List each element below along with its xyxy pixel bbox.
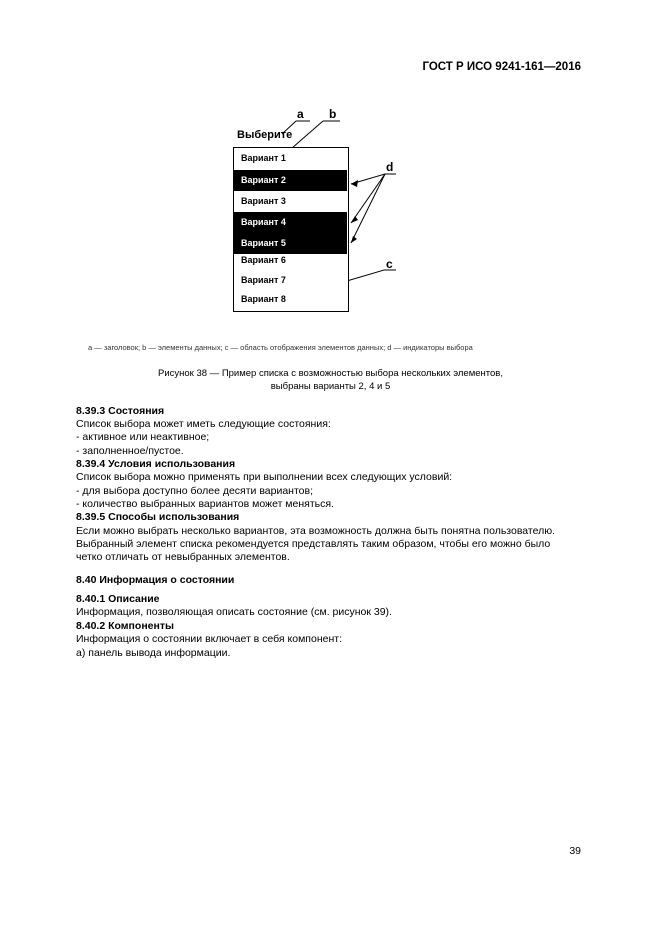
paragraph: Список выбора может иметь следующие состояния: bbox=[76, 418, 331, 430]
list-item-selected[interactable]: Вариант 2 bbox=[234, 170, 347, 191]
list-item[interactable]: Вариант 7 bbox=[241, 275, 286, 285]
page-number: 39 bbox=[569, 845, 581, 857]
bullet-item: - для выбора доступно более десяти вариантов; bbox=[76, 485, 313, 497]
paragraph-continuation: четко отличать от невыбранных элементов. bbox=[76, 551, 290, 563]
figure-caption-line2: выбраны варианты 2, 4 и 5 bbox=[270, 381, 391, 392]
section-heading: 8.40.2 Компоненты bbox=[76, 620, 174, 632]
paragraph: Если можно выбрать несколько вариантов, эта возможность должна быть понятна пользователю. bbox=[76, 525, 556, 537]
paragraph: Информация, позволяющая описать состояние (см. рисунок 39). bbox=[76, 606, 392, 618]
section-heading: 8.39.4 Условия использования bbox=[76, 458, 236, 470]
list-item[interactable]: Вариант 1 bbox=[241, 153, 286, 163]
paragraph: Информация о состоянии включает в себя компонент: bbox=[76, 633, 342, 645]
list-item[interactable]: Вариант 8 bbox=[241, 294, 286, 304]
paragraph: Список выбора можно применять при выполнении всех следующих условий: bbox=[76, 471, 453, 483]
label-a: a bbox=[297, 107, 304, 121]
multi-select-listbox[interactable] bbox=[233, 147, 349, 312]
label-d: d bbox=[386, 160, 394, 174]
section-heading: 8.40 Информация о состоянии bbox=[76, 574, 235, 586]
paragraph: Выбранный элемент списка рекомендуется представлять таким образом, чтобы его можно было bbox=[76, 538, 551, 550]
label-c: c bbox=[386, 257, 393, 271]
list-item: а) панель вывода информации. bbox=[76, 647, 231, 659]
document-header: ГОСТ Р ИСО 9241-161—2016 bbox=[422, 61, 581, 73]
section-heading: 8.39.5 Способы использования bbox=[76, 511, 240, 523]
list-item-selected[interactable]: Вариант 5 bbox=[234, 233, 347, 254]
bullet-item: - активное или неактивное; bbox=[76, 431, 210, 443]
figure-legend: а — заголовок; b — элементы данных; c — область отображения элементов данных; d — индикаторы выбора bbox=[88, 343, 473, 352]
section-heading: 8.40.1 Описание bbox=[76, 593, 160, 605]
figure-38 bbox=[0, 0, 661, 340]
list-item-selected[interactable]: Вариант 4 bbox=[234, 212, 347, 233]
label-b: b bbox=[329, 107, 337, 121]
bullet-item: - количество выбранных вариантов может меняться. bbox=[76, 498, 334, 510]
figure-caption-line1: Рисунок 38 — Пример списка с возможностью выбора нескольких элементов, bbox=[158, 368, 503, 379]
listbox-title: Выберите bbox=[237, 129, 293, 141]
bullet-item: - заполненное/пустое. bbox=[76, 445, 184, 457]
list-item[interactable]: Вариант 3 bbox=[241, 196, 286, 206]
section-heading: 8.39.3 Состояния bbox=[76, 405, 165, 417]
list-item[interactable]: Вариант 6 bbox=[241, 255, 286, 265]
